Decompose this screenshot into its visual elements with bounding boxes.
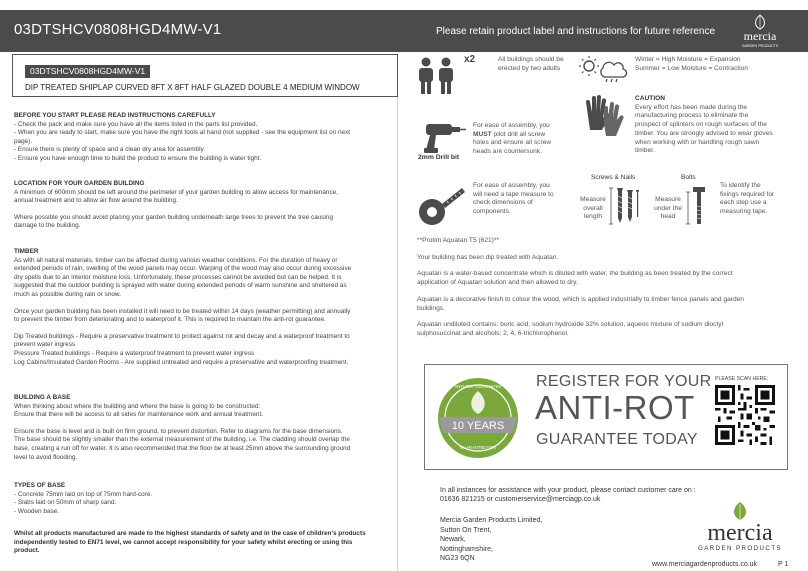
safety-line: product. <box>14 547 40 555</box>
caution-line: manufacturing process to eliminate the <box>635 112 749 120</box>
tape-line: For ease of assembly, you <box>473 182 550 189</box>
customer-care-line: In all instances for assistance with your product, please contact customer care on : <box>440 487 696 494</box>
scan-prompt: PLEASE SCAN HERE: <box>715 376 769 382</box>
timber-line: prevent water ingress <box>14 341 76 349</box>
timber-line: dry spells due to an interior moisture loss. Unfortunately, these processes cannot be avoided but can be helped. It is <box>14 273 342 281</box>
two-people-icon <box>414 56 462 96</box>
product-title: DIP TREATED SHIPLAP CURVED 8FT X 8FT HALF GLAZED DOUBLE 4 MEDIUM WINDOW <box>25 83 360 92</box>
location-line: annual treatment and to allow air flow around the building. <box>14 197 178 205</box>
winter-line: Winter = High Moisture = Expansion <box>635 56 741 63</box>
timber-line: As with all natural materials, timber can be affected during various weather conditions. For the duration of heavy or <box>14 256 338 264</box>
drill-line-text: pilot drill all screw <box>493 130 546 138</box>
types-of-base-section <box>14 482 398 516</box>
two-adults-note <box>498 56 564 73</box>
before-line: - Ensure you have enough time to build the product to ensure the building is water tight. <box>14 154 262 162</box>
before-heading: BEFORE YOU START PLEASE READ INSTRUCTIONS CAREFULLY <box>14 112 216 119</box>
svg-text:mercia: mercia <box>707 520 773 546</box>
guarantee-badge-icon <box>433 373 523 463</box>
caution-line: timber. You are strongly advised to wear gloves <box>635 129 773 137</box>
register-line-2: ANTI-ROT <box>535 389 695 426</box>
tape-measure-icon <box>416 180 466 230</box>
svg-text:10 YEARS: 10 YEARS <box>451 420 505 432</box>
page-number: P 1 <box>778 561 789 568</box>
caution-section <box>635 95 773 156</box>
drill-line <box>473 131 551 140</box>
aquatan-line: application of Aquatan solution and then allowed to dry. <box>417 279 578 287</box>
before-line: - Check the pack and make sure you have all the items listed in the parts list provided. <box>14 120 258 128</box>
measure-under-line: under the <box>654 204 682 212</box>
base-line: level to avoid flooding. <box>14 453 78 461</box>
drill-icon <box>416 118 466 154</box>
timber-line: to prevent the timber from deteriorating and to waterproof it. This is required to maintain the anti-rot guarantee. <box>14 316 326 324</box>
aquatan-line: buildings. <box>417 304 445 312</box>
address-line: Sutton On Trent, <box>440 526 492 534</box>
product-code: 03DTSHCV0808HGD4MW-V1 <box>25 65 150 78</box>
base-line: Ensure that there will be access to all sides for maintenance work and annual treatment. <box>14 411 264 419</box>
measure-under-line: head <box>660 213 676 221</box>
timber-line: much as possible during rain or snow. <box>14 290 121 298</box>
base-section <box>14 394 398 462</box>
screws-nails-icon <box>608 184 640 230</box>
base-heading: BUILDING A BASE <box>14 394 71 401</box>
address-line: Nottinghamshire, <box>440 545 493 553</box>
product-box <box>12 54 398 97</box>
identify-line: each step use a <box>720 199 767 207</box>
anti-rot-guarantee-box[interactable] <box>424 364 788 470</box>
protim-title: **Protim Aquatan T5 (621)** <box>417 237 499 244</box>
header-retain-notice: Please retain product label and instructions for future reference <box>436 26 716 37</box>
before-line: - Ensure there is plenty of space and a clean dry area for assembly. <box>14 146 205 154</box>
two-adults-line: All buildings should be <box>498 56 564 63</box>
header-bar <box>0 10 808 52</box>
two-people-count: x2 <box>464 54 476 65</box>
safety-statement <box>14 530 398 556</box>
weather-icon <box>579 54 629 84</box>
company-address <box>440 516 542 564</box>
drill-must: MUST <box>473 130 492 138</box>
location-section <box>14 180 398 231</box>
drill-line: For ease of assembly, you <box>473 122 550 129</box>
identify-line: To identify the <box>720 182 761 189</box>
location-line: Where possible you should avoid placing your garden building underneath large trees to prevent the tree causing <box>14 213 334 221</box>
bolt-icon <box>686 184 708 230</box>
timber-line: extended periods of rain, swelling of the wood panels may occur. Warping of the wood may also occur during excessive <box>14 265 352 273</box>
address-line: Mercia Garden Products Limited, <box>440 517 543 524</box>
drill-line: heads are countersunk. <box>473 148 542 156</box>
safety-line: independently tested to EN71 level, we cannot accept responsibility for your safety whilst erecting or using this <box>14 538 353 546</box>
caution-line: prospect of splinters on rough surfaces of the <box>635 121 767 129</box>
summer-line: Summer = Low Moisture = Contraction <box>635 64 748 72</box>
gloves-icon <box>580 94 626 140</box>
types-heading: TYPES OF BASE <box>14 482 66 489</box>
timber-line: Dip Treated buildings - Require a preservative treatment to protect against rot and decay and a waterproof treatment to <box>14 332 350 340</box>
timber-line: Log Cabins/Insulated Garden Rooms - Are supplied untreated and require a preservative and waterproofing treatment. <box>14 358 349 366</box>
types-line: - Concrete 75mm laid on top of 75mm hard-core. <box>14 490 153 498</box>
tape-line: check dimensions of <box>473 199 533 207</box>
location-heading: LOCATION FOR YOUR GARDEN BUILDING <box>14 180 145 187</box>
types-line: - Wooden base. <box>14 507 59 515</box>
identify-line: measuring tape. <box>720 208 768 216</box>
register-line-1: REGISTER FOR YOUR <box>536 373 712 390</box>
measure-overall-line: overall <box>583 204 603 212</box>
measure-overall-line: Measure <box>580 196 606 203</box>
address-line: Newark, <box>440 536 466 544</box>
tape-line: components. <box>473 208 511 216</box>
caution-line: timber. <box>635 147 655 155</box>
location-line: A minimum of 600mm should be left around the perimeter of your garden building to allow access for maintenance, <box>14 188 338 196</box>
location-line: damage to the building. <box>14 222 81 230</box>
base-line: When thinking about where the building and where the base is going to be constructed: <box>14 402 261 410</box>
tape-line: will need a tape measure to <box>473 190 554 198</box>
svg-text:GUARANTEE FOR: GUARANTEE FOR <box>459 445 497 450</box>
aquatan-line: Aquatan is a water-based concentrate which is diluted with water, the building as been treated by the correct <box>417 270 733 278</box>
left-column <box>6 54 398 571</box>
aquatan-line: Your building has been dip treated with Aquatan. <box>417 253 559 261</box>
address-line: NG23 6QN <box>440 555 475 563</box>
before-line: page). <box>14 137 33 145</box>
aquatan-line: Aquatan undiluted contains: boric acid, sodium hydroxide 32% solution, aqueos mixture of sodium dioctyl <box>417 321 724 329</box>
before-you-start-section <box>14 112 398 164</box>
identify-line: fixings required for <box>720 190 775 198</box>
base-line: base, creating a run off for water. It is also recommended that the floor be at least 25mm above the surrounding ground <box>14 444 351 452</box>
mercia-logo-footer <box>686 500 794 556</box>
qr-code-icon[interactable] <box>715 385 775 445</box>
measure-overall-note <box>578 196 608 222</box>
svg-text:GARDEN PRODUCTS: GARDEN PRODUCTS <box>741 44 779 48</box>
website-link[interactable]: www.merciagardenproducts.co.uk <box>652 561 758 568</box>
base-line: Ensure the base is level and is built on firm ground, to prevent distortion. Refer to diagrams for the base dimensions. <box>14 427 343 435</box>
timber-line: Pressure Treated buildings - Require a waterproof treatment to prevent water ingress <box>14 349 255 357</box>
timber-section <box>14 248 398 367</box>
timber-heading: TIMBER <box>14 248 39 255</box>
tape-note <box>473 182 554 217</box>
header-product-code: 03DTSHCV0808HGD4MW-V1 <box>14 21 222 38</box>
bolts-heading: Bolts <box>681 174 696 181</box>
timber-line: suggested that the outdoor building is sprayed with water during extended periods of warm sunshine and sheltered as <box>14 282 347 290</box>
register-line-3: GUARANTEE TODAY <box>536 431 698 448</box>
safety-line: Whilst all products manufactured are made to the highest standards of safety and in the case of children's products <box>14 530 366 537</box>
aquatan-line: sulphosuccinat and alcohols: 2, 4, 6-trichlorophenol. <box>417 329 569 337</box>
aquatan-line: Aquatan is a decorative finish to colour the wood, which is applied industrially to timber fence panels and garden <box>417 295 744 303</box>
screws-heading: Screws & Nails <box>591 174 636 181</box>
before-line: - When you are ready to start, make sure you have the right tools at hand (not supplied - see the equipment list on next <box>14 129 351 137</box>
identify-fixings-note <box>720 182 774 217</box>
moisture-note <box>635 56 748 73</box>
types-line: - Slabs laid on 50mm of sharp sand. <box>14 499 117 507</box>
drill-bit-label: 2mm Drill bit <box>418 154 460 161</box>
measure-under-line: Measure <box>655 196 681 203</box>
timber-line: Once your garden building has been installed it will need to be treated within 14 days (weather permitting) and annually <box>14 307 351 315</box>
customer-care-contact[interactable]: 01636 821215 or customerservice@merciagp.co.uk <box>440 496 601 504</box>
customer-care-note <box>440 486 696 504</box>
drill-line: holes and ensure all screw <box>473 139 552 147</box>
aquatan-section <box>417 237 797 339</box>
two-adults-line: erected by two adults <box>498 64 561 72</box>
measure-under-head-note <box>650 196 686 222</box>
svg-text:mercia: mercia <box>743 29 777 43</box>
caution-line: when working with or handling rough sawn <box>635 138 760 146</box>
base-line: The base should be slightly smaller than the external measurement of the building, i.e. The cladding should overlap the <box>14 436 350 444</box>
caution-heading: CAUTION <box>635 95 666 102</box>
svg-text:ANTI-ROT GUARANTEE: ANTI-ROT GUARANTEE <box>454 384 502 389</box>
measure-overall-line: length <box>584 213 602 221</box>
caution-line: Every effort has been made during the <box>635 103 748 111</box>
mercia-logo-header <box>730 12 790 50</box>
drill-note <box>473 122 551 157</box>
svg-text:GARDEN PRODUCTS: GARDEN PRODUCTS <box>698 545 782 552</box>
